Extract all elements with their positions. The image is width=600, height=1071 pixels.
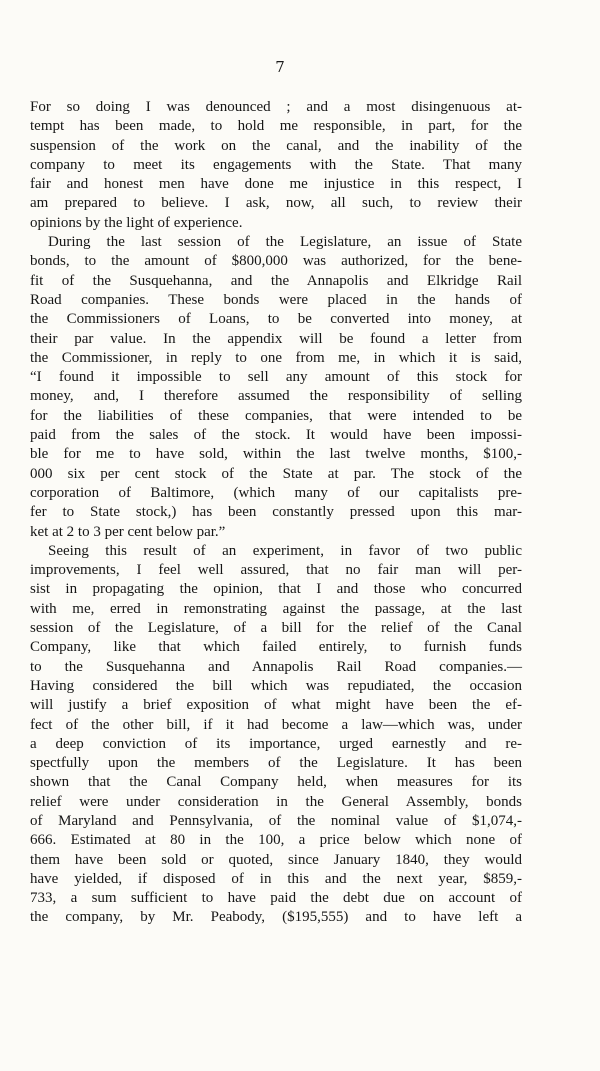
text-line: session of the Legislature, of a bill for the relief of the Canal bbox=[30, 620, 522, 637]
text-line: a deep conviction of its importance, urged earnestly and re- bbox=[30, 735, 522, 752]
text-line: sist in propagating the opinion, that I and those who concurred bbox=[30, 581, 522, 598]
text-line: have yielded, if disposed of in this and the next year, $859,- bbox=[30, 870, 522, 887]
text-line: fer to State stock,) has been constantly pressed upon this mar- bbox=[30, 504, 522, 521]
text-line: with me, erred in remonstrating against the passage, at the last bbox=[30, 600, 522, 617]
text-line: the Commissioners of Loans, to be converted into money, at bbox=[30, 311, 522, 328]
text-line: Road companies. These bonds were placed in the hands of bbox=[30, 291, 522, 308]
text-line: am prepared to believe. I ask, now, all such, to review their bbox=[30, 195, 522, 212]
body-text bbox=[30, 98, 522, 928]
text-line: “I found it impossible to sell any amount of this stock for bbox=[30, 369, 522, 386]
text-line: ble for me to have sold, within the last twelve months, $100,- bbox=[30, 446, 522, 463]
text-line: 666. Estimated at 80 in the 100, a price below which none of bbox=[30, 832, 522, 849]
text-line: fit of the Susquehanna, and the Annapolis and Elkridge Rail bbox=[30, 272, 522, 289]
text-line: Having considered the bill which was repudiated, the occasion bbox=[30, 677, 522, 694]
text-line: fect of the other bill, if it had become a law—which was, under bbox=[30, 716, 522, 733]
text-line: paid from the sales of the stock. It would have been impossi- bbox=[30, 427, 522, 444]
text-line: shown that the Canal Company held, when measures for its bbox=[30, 774, 522, 791]
text-line: bonds, to the amount of $800,000 was authorized, for the bene- bbox=[30, 253, 522, 270]
text-line: will justify a brief exposition of what might have been the ef- bbox=[30, 697, 522, 714]
text-line: Seeing this result of an experiment, in favor of two public bbox=[48, 542, 522, 559]
text-line: 733, a sum sufficient to have paid the debt due on account of bbox=[30, 890, 522, 907]
text-line: them have been sold or quoted, since January 1840, they would bbox=[30, 851, 522, 868]
text-line: the Commissioner, in reply to one from me, in which it is said, bbox=[30, 349, 522, 366]
text-line: for the liabilities of these companies, that were intended to be bbox=[30, 407, 522, 424]
text-line: fair and honest men have done me injustice in this respect, I bbox=[30, 176, 522, 193]
text-line: the company, by Mr. Peabody, ($195,555) and to have left a bbox=[30, 909, 522, 926]
text-line: Company, like that which failed entirely, to furnish funds bbox=[30, 639, 522, 656]
text-line: company to meet its engagements with the State. That many bbox=[30, 156, 522, 173]
text-line: ket at 2 to 3 per cent below par.” bbox=[30, 523, 226, 540]
text-line: During the last session of the Legislature, an issue of State bbox=[48, 234, 522, 251]
text-line: opinions by the light of experience. bbox=[30, 214, 243, 231]
text-line: spectfully upon the members of the Legislature. It has been bbox=[30, 755, 522, 772]
text-line: 000 six per cent stock of the State at par. The stock of the bbox=[30, 465, 522, 482]
text-line: For so doing I was denounced ; and a most disingenuous at- bbox=[30, 99, 522, 115]
page-number: 7 bbox=[275, 58, 285, 76]
text-line: improvements, I feel well assured, that no fair man will per- bbox=[30, 562, 522, 579]
text-line: suspension of the work on the canal, and the inability of the bbox=[30, 137, 522, 154]
text-line: tempt has been made, to hold me responsible, in part, for the bbox=[30, 118, 522, 135]
text-line: corporation of Baltimore, (which many of our capitalists pre- bbox=[30, 484, 522, 501]
text-line: their par value. In the appendix will be found a letter from bbox=[30, 330, 522, 347]
text-line: to the Susquehanna and Annapolis Rail Road companies.— bbox=[30, 658, 522, 675]
text-line: of Maryland and Pennsylvania, of the nominal value of $1,074,- bbox=[30, 812, 522, 829]
text-line: relief were under consideration in the General Assembly, bonds bbox=[30, 793, 522, 810]
text-line: money, and, I therefore assumed the responsibility of selling bbox=[30, 388, 522, 405]
